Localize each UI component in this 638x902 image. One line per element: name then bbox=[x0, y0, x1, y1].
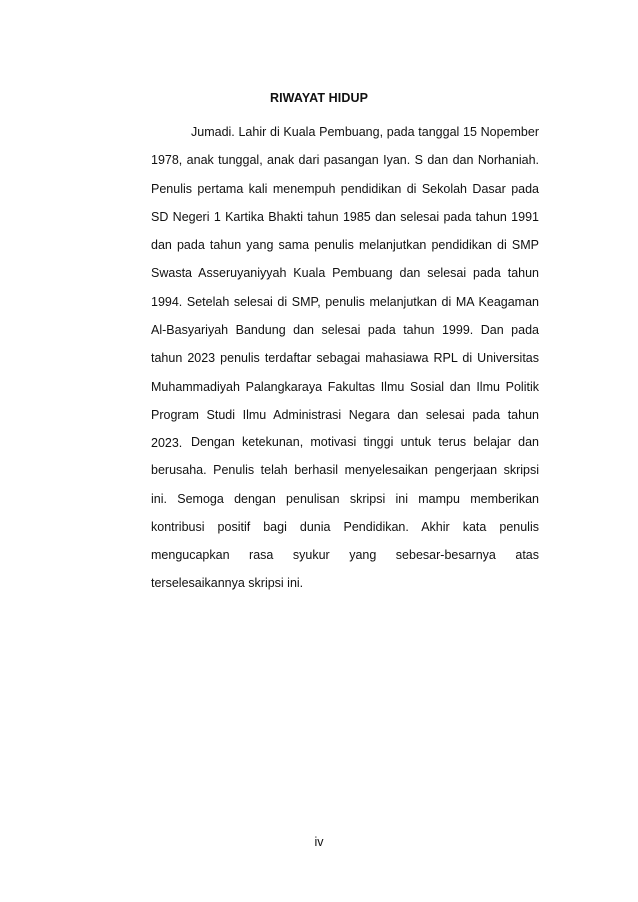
page-number: iv bbox=[314, 835, 324, 849]
page-title: RIWAYAT HIDUP bbox=[269, 91, 369, 105]
closing-paragraph: Dengan ketekunan, motivasi tinggi untuk terus belajar dan berusaha. Penulis telah berhasil menyelesaikan pengerjaan skripsi ini. Semoga dengan penulisan skripsi ini mampu memberikan kontribusi positif bagi dunia Pendidikan. Akhir kata penulis mengucapkan rasa syukur yang sebesar-besarnya atas terselesaikannya skripsi ini. bbox=[151, 435, 539, 591]
biography-paragraph: Jumadi. Lahir di Kuala Pembuang, pada tanggal 15 Nopember 1978, anak tunggal, anak dari pasangan Iyan. S dan dan Norhaniah. Penulis pertama kali menempuh pendidikan di Sekolah Dasar pada SD Negeri 1 Kartika Bhakti tahun 1985 dan selesai pada tahun 1991 dan pada tahun yang sama penulis melanjutkan pendidikan di SMP Swasta Asseruyaniyyah Kuala Pembuang dan selesai pada tahun 1994. Setelah selesai di SMP, penulis melanjutkan di MA Keagaman Al-Basyariyah Bandung dan selesai pada tahun 1999. Dan pada tahun 2023 penulis terdaftar sebagai mahasiawa RPL di Universitas Muhammadiyah Palangkaraya Fakultas Ilmu Sosial dan Ilmu Politik Program Studi Ilmu Administrasi Negara dan selesai pada tahun 2023. bbox=[151, 125, 539, 451]
